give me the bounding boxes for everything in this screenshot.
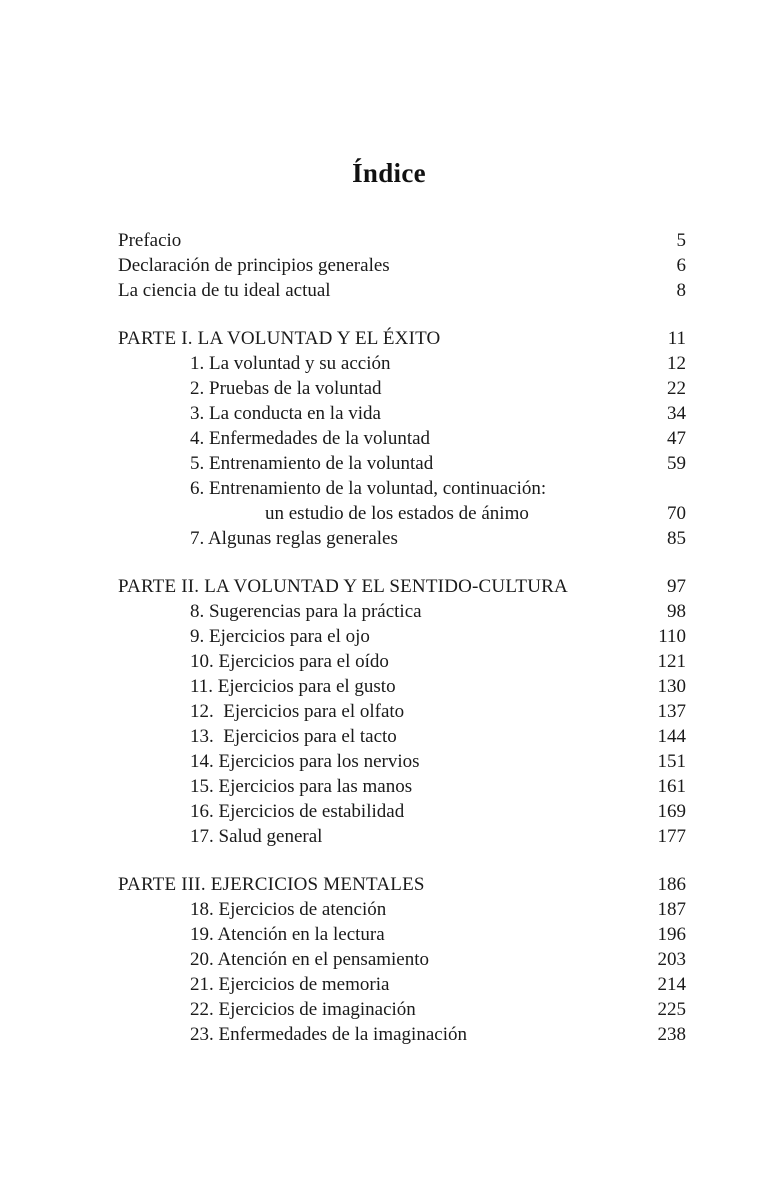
toc-chapter-entry[interactable]: [118, 376, 686, 401]
toc-entry-label: 11. Ejercicios para el gusto: [190, 676, 396, 697]
toc-chapter-entry[interactable]: [118, 351, 686, 376]
toc-chapter-entry[interactable]: [118, 624, 686, 649]
toc-entry-page-number: 11: [667, 328, 686, 349]
toc-chapter-entry[interactable]: [118, 599, 686, 624]
toc-entry-label: 1. La voluntad y su acción: [190, 353, 391, 374]
toc-chapter-entry[interactable]: [118, 526, 686, 551]
toc-front-matter-entry[interactable]: [118, 253, 686, 278]
toc-part-heading[interactable]: [118, 326, 686, 351]
toc-front-matter-entry[interactable]: [118, 228, 686, 253]
toc-entry-page-number: 130: [657, 676, 686, 697]
toc-entry-label: 2. Pruebas de la voluntad: [190, 378, 382, 399]
toc-entry-page-number: 47: [667, 428, 686, 449]
page-title: Índice: [352, 158, 426, 189]
toc-entry-label: 19. Atención en la lectura: [190, 924, 385, 945]
toc-entry-page-number: 6: [676, 255, 686, 276]
toc-chapter-entry[interactable]: [118, 997, 686, 1022]
toc-entry-label: 21. Ejercicios de memoria: [190, 974, 390, 995]
toc-entry-label: 3. La conducta en la vida: [190, 403, 381, 424]
toc-chapter-entry[interactable]: [118, 426, 686, 451]
toc-entry-page-number: 98: [667, 601, 686, 622]
toc-chapter-entry[interactable]: [118, 897, 686, 922]
toc-chapter-entry[interactable]: [118, 947, 686, 972]
toc-entry-label: PARTE I. LA VOLUNTAD Y EL ÉXITO: [118, 328, 441, 349]
toc-entry-label: PARTE II. LA VOLUNTAD Y EL SENTIDO-CULTURA: [118, 576, 568, 597]
toc-chapter-entry[interactable]: [118, 401, 686, 426]
toc-chapter-entry[interactable]: [118, 824, 686, 849]
toc-entry-page-number: 137: [657, 701, 686, 722]
toc-entry-label: 12. Ejercicios para el olfato: [190, 701, 405, 722]
toc-entry-page-number: 214: [657, 974, 686, 995]
toc-chapter-entry[interactable]: [118, 649, 686, 674]
toc-chapter-entry[interactable]: [118, 799, 686, 824]
toc-entry-page-number: 177: [657, 826, 686, 847]
toc-entry-label: 17. Salud general: [190, 826, 323, 847]
toc-chapter-entry[interactable]: [118, 451, 686, 476]
toc-entry-label: 5. Entrenamiento de la voluntad: [190, 453, 434, 474]
toc-entry-label: 7. Algunas reglas generales: [190, 528, 398, 549]
toc-group-parte-iii: [118, 872, 686, 1047]
toc-entry-label: 18. Ejercicios de atención: [190, 899, 387, 920]
toc-chapter-entry[interactable]: [118, 476, 686, 501]
toc-part-heading[interactable]: [118, 574, 686, 599]
toc-entry-label: PARTE III. EJERCICIOS MENTALES: [118, 874, 425, 895]
toc-chapter-entry[interactable]: [118, 749, 686, 774]
toc-entry-label: 10. Ejercicios para el oído: [190, 651, 389, 672]
toc-chapter-entry[interactable]: [118, 674, 686, 699]
toc-entry-page-number: 22: [667, 378, 686, 399]
toc-entry-page-number: 144: [657, 726, 686, 747]
toc-entry-label: 4. Enfermedades de la voluntad: [190, 428, 431, 449]
toc-entry-label: 9. Ejercicios para el ojo: [190, 626, 370, 647]
toc-entry-label: Prefacio: [118, 230, 182, 251]
toc-entry-continuation[interactable]: [118, 501, 686, 526]
toc-chapter-entry[interactable]: [118, 922, 686, 947]
toc-entry-label: 22. Ejercicios de imaginación: [190, 999, 416, 1020]
toc-chapter-entry[interactable]: [118, 1022, 686, 1047]
toc-group-parte-ii: [118, 574, 686, 849]
toc-part-heading[interactable]: [118, 872, 686, 897]
toc-entry-label: La ciencia de tu ideal actual: [118, 280, 331, 301]
toc-chapter-entry[interactable]: [118, 972, 686, 997]
toc-entry-page-number: 5: [676, 230, 686, 251]
toc-entry-page-number: 187: [657, 899, 686, 920]
toc-entry-page-number: 34: [667, 403, 686, 424]
toc-entry-page-number: 12: [667, 353, 686, 374]
table-of-contents: [118, 228, 686, 1047]
toc-entry-label: un estudio de los estados de ánimo: [265, 503, 529, 524]
toc-entry-page-number: 196: [657, 924, 686, 945]
toc-entry-page-number: 169: [657, 801, 686, 822]
toc-chapter-entry[interactable]: [118, 699, 686, 724]
toc-front-matter-entry[interactable]: [118, 278, 686, 303]
toc-chapter-entry[interactable]: [118, 774, 686, 799]
toc-entry-label: 6. Entrenamiento de la voluntad, continuación:: [190, 478, 547, 499]
toc-entry-label: 13. Ejercicios para el tacto: [190, 726, 397, 747]
toc-entry-label: 8. Sugerencias para la práctica: [190, 601, 422, 622]
toc-entry-label: 23. Enfermedades de la imaginación: [190, 1024, 467, 1045]
toc-entry-page-number: 59: [667, 453, 686, 474]
toc-entry-label: 20. Atención en el pensamiento: [190, 949, 430, 970]
toc-entry-page-number: 151: [657, 751, 686, 772]
toc-entry-label: 16. Ejercicios de estabilidad: [190, 801, 405, 822]
toc-entry-label: 15. Ejercicios para las manos: [190, 776, 413, 797]
toc-entry-page-number: 186: [657, 874, 686, 895]
toc-entry-page-number: 97: [667, 576, 686, 597]
toc-entry-page-number: 161: [657, 776, 686, 797]
toc-entry-page-number: 225: [657, 999, 686, 1020]
toc-group-parte-i: [118, 326, 686, 551]
toc-entry-page-number: 203: [657, 949, 686, 970]
toc-entry-label: 14. Ejercicios para los nervios: [190, 751, 420, 772]
toc-entry-page-number: 70: [667, 503, 686, 524]
toc-entry-label: Declaración de principios generales: [118, 255, 390, 276]
toc-entry-page-number: 238: [657, 1024, 686, 1045]
toc-entry-page-number: 85: [667, 528, 686, 549]
toc-entry-page-number: 8: [676, 280, 686, 301]
toc-chapter-entry[interactable]: [118, 724, 686, 749]
toc-group-front-matter: [118, 228, 686, 303]
toc-entry-page-number: 121: [657, 651, 686, 672]
toc-entry-page-number: 110: [658, 626, 686, 647]
